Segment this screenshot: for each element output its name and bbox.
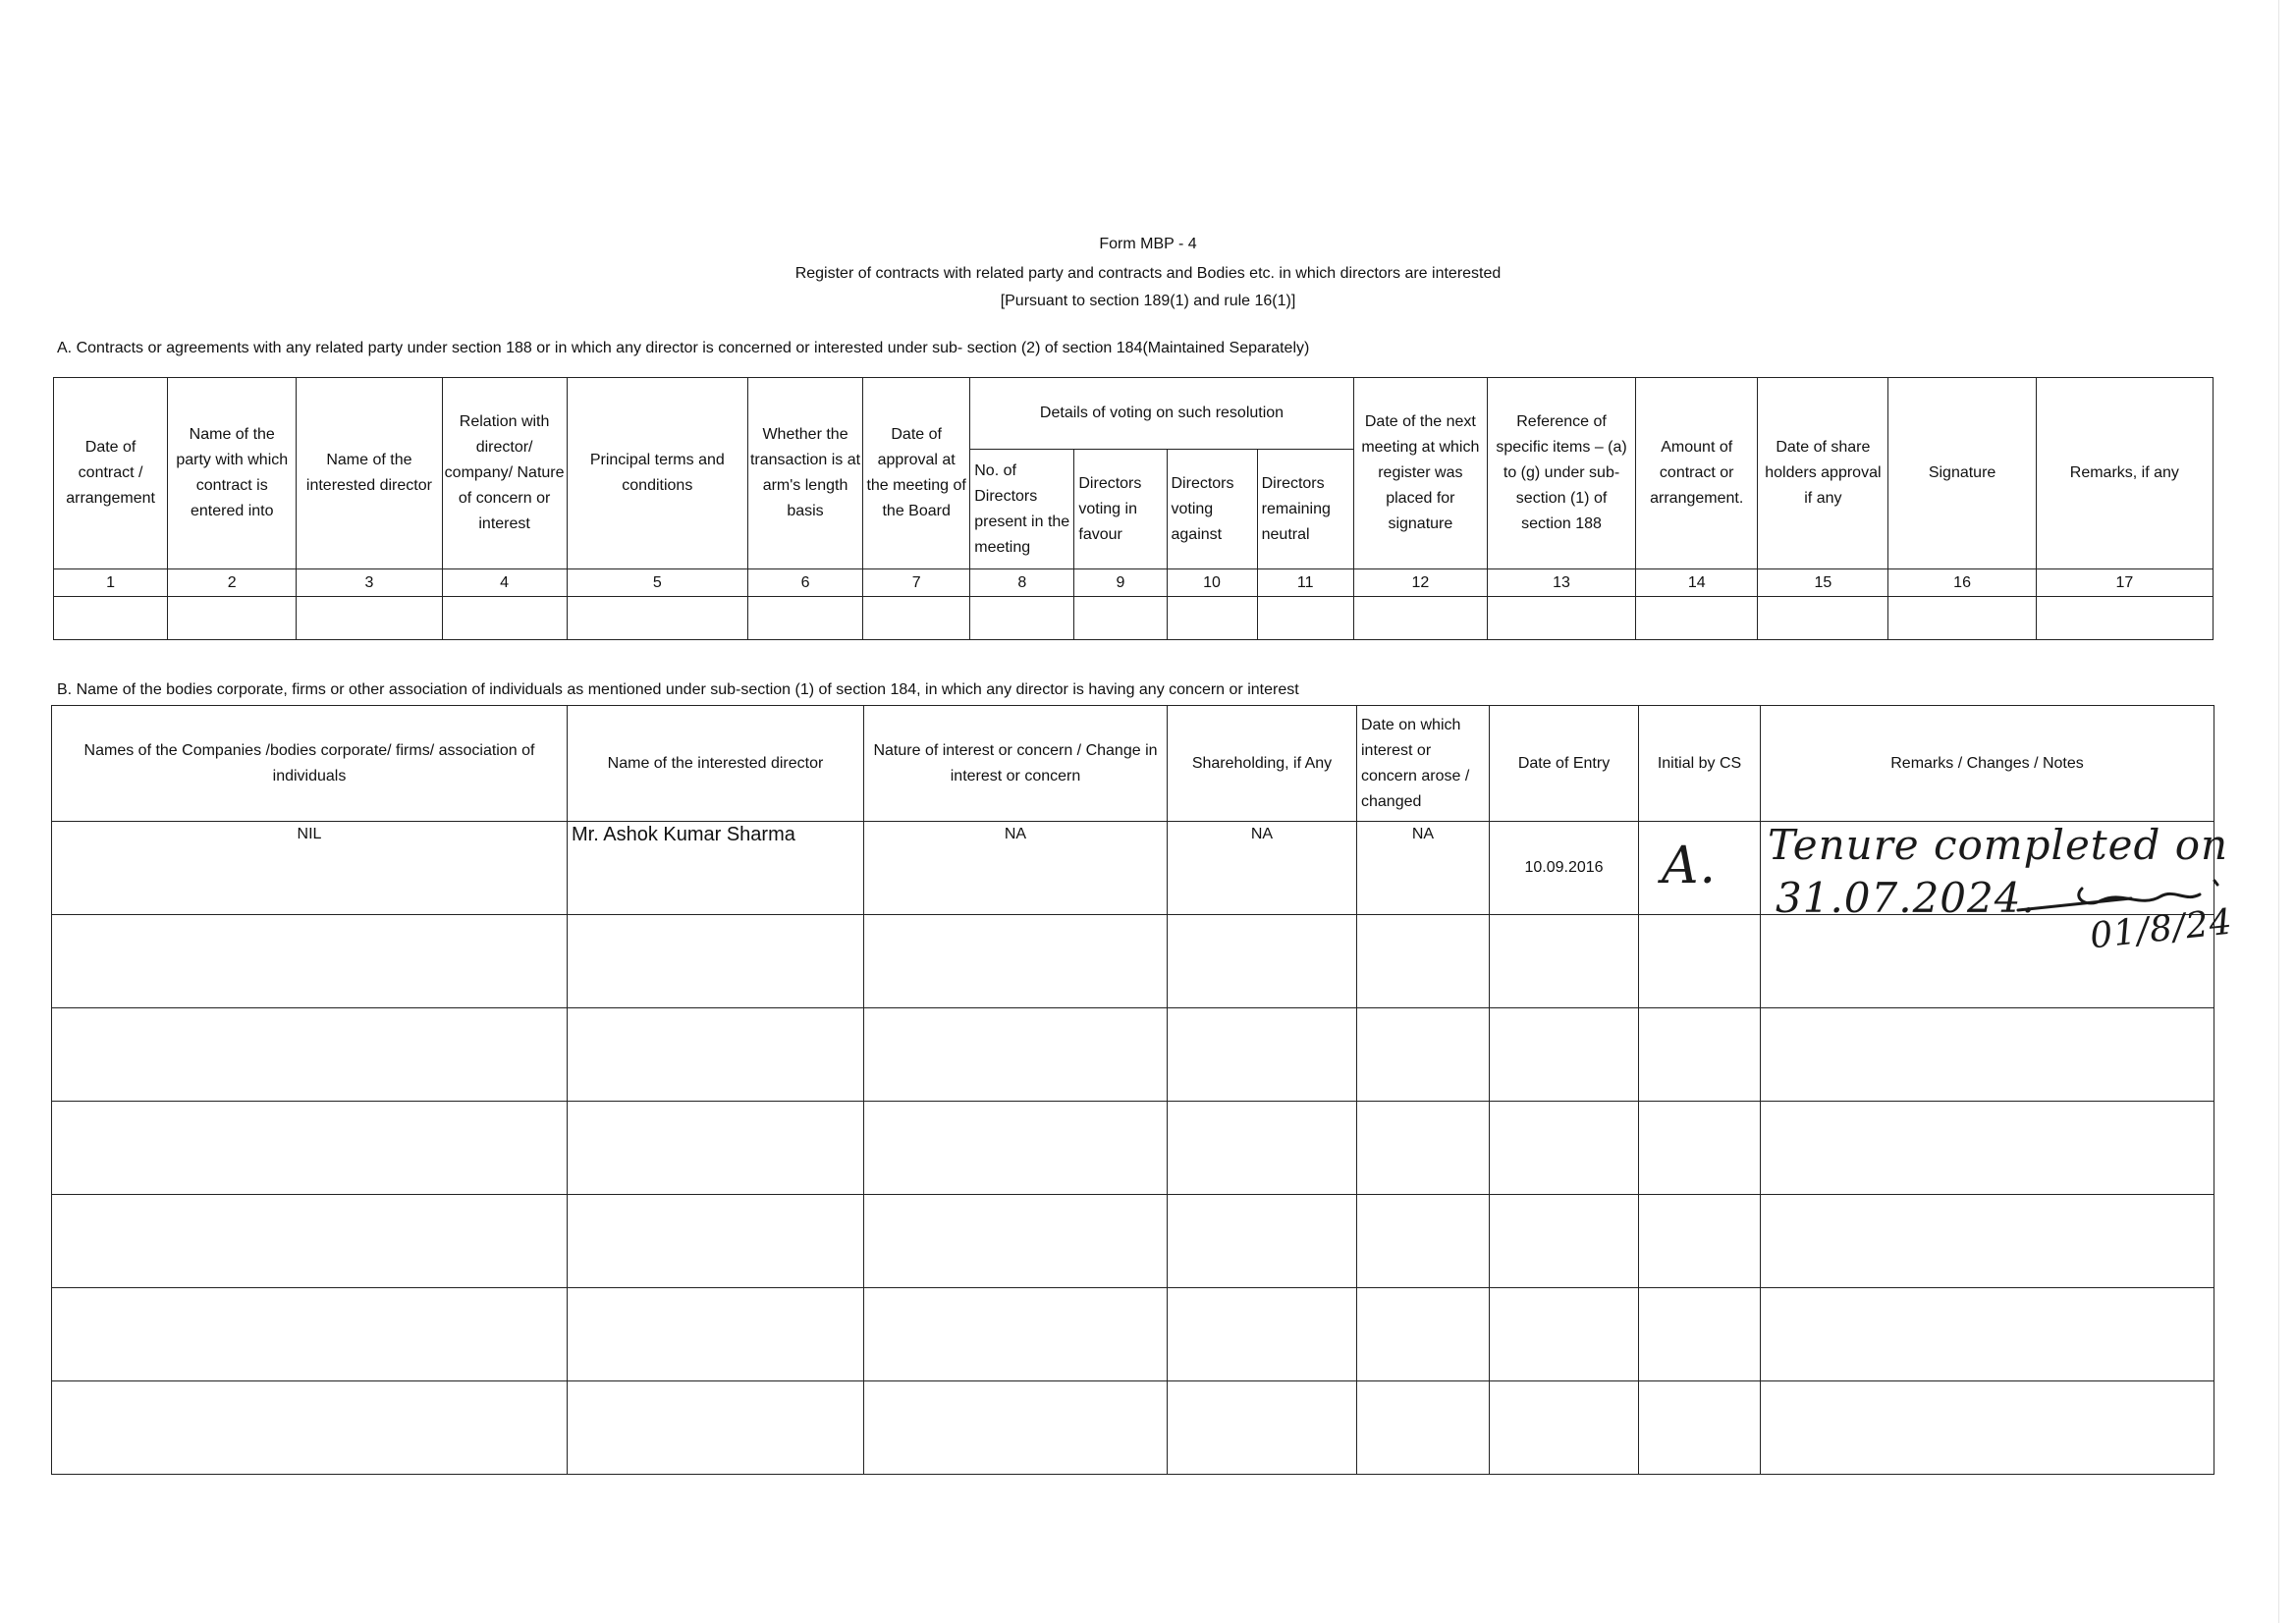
handwritten-initial: A. — [1662, 837, 1718, 895]
column-number: 14 — [1636, 569, 1758, 597]
column-number: 17 — [2036, 569, 2213, 597]
nature-cell: NA — [864, 822, 1168, 915]
column-number: 8 — [970, 569, 1074, 597]
col-shareholder-approval: Date of share holders approval if any — [1758, 378, 1888, 569]
col-approval-date: Date of approval at the meeting of the Board — [863, 378, 970, 569]
register-title: Register of contracts with related party and contracts and Bodies etc. in which directors are interested — [794, 265, 1502, 282]
col-signature: Signature — [1888, 378, 2036, 569]
column-number: 12 — [1353, 569, 1487, 597]
section-b-heading: B. Name of the bodies corporate, firms or other association of individuals as mentioned under sub-section (1) of section 184, in which any director is having any concern or interest — [57, 681, 1299, 698]
column-number: 9 — [1074, 569, 1167, 597]
column-number: 2 — [168, 569, 297, 597]
column-number: 1 — [54, 569, 168, 597]
section-a-heading: A. Contracts or agreements with any related party under section 188 or in which any director is concerned or interested under sub- section (2) of section 184(Maintained Separately) — [57, 340, 1310, 356]
handwritten-remark-line1: Tenure completed on — [1768, 821, 2229, 869]
column-number: 16 — [1888, 569, 2036, 597]
column-number: 5 — [567, 569, 747, 597]
col-amount: Amount of contract or arrangement. — [1636, 378, 1758, 569]
company-name-cell: NIL — [52, 822, 568, 915]
table-row — [52, 915, 2214, 1008]
column-number: 3 — [297, 569, 442, 597]
col-date-of-entry: Date of Entry — [1490, 706, 1639, 822]
col-interested-director: Name of the interested director — [568, 706, 864, 822]
col-company-names: Names of the Companies /bodies corporate/ firms/ association of individuals — [52, 706, 568, 822]
col-party-name: Name of the party with which contract is entered into — [168, 378, 297, 569]
date-arose-cell: NA — [1357, 822, 1490, 915]
col-remarks-notes: Remarks / Changes / Notes — [1761, 706, 2214, 822]
column-number: 13 — [1487, 569, 1635, 597]
col-directors-favour: Directors voting in favour — [1074, 450, 1167, 569]
table-row — [52, 1008, 2214, 1102]
col-next-meeting-date: Date of the next meeting at which register was placed for signature — [1353, 378, 1487, 569]
column-number: 7 — [863, 569, 970, 597]
col-arms-length: Whether the transaction is at arm's length basis — [747, 378, 862, 569]
date-entry-cell: 10.09.2016 — [1490, 822, 1639, 915]
col-date-of-contract: Date of contract / arrangement — [54, 378, 168, 569]
col-date-arose: Date on which interest or concern arose / changed — [1357, 706, 1490, 822]
column-number: 4 — [442, 569, 567, 597]
col-directors-present: No. of Directors present in the meeting — [970, 450, 1074, 569]
column-number: 10 — [1167, 569, 1257, 597]
director-name-cell: Mr. Ashok Kumar Sharma — [568, 822, 864, 915]
pursuant-note: [Pursuant to section 189(1) and rule 16(1)] — [1000, 293, 1296, 309]
col-directors-neutral: Directors remaining neutral — [1257, 450, 1353, 569]
column-number: 11 — [1257, 569, 1353, 597]
col-shareholding: Shareholding, if Any — [1168, 706, 1357, 822]
table-row — [52, 1288, 2214, 1381]
col-reference-items: Reference of specific items – (a) to (g) under sub-section (1) of section 188 — [1487, 378, 1635, 569]
handwritten-remark-date: 01/8/24 — [2088, 901, 2235, 957]
form-title: Form MBP - 4 — [1099, 236, 1197, 252]
col-nature-of-interest: Nature of interest or concern / Change in interest or concern — [864, 706, 1168, 822]
col-relation: Relation with director/ company/ Nature of concern or interest — [442, 378, 567, 569]
handwritten-remark-line2: 31.07.2024. — [1776, 874, 2036, 922]
col-interested-director: Name of the interested director — [297, 378, 442, 569]
column-number: 15 — [1758, 569, 1888, 597]
table-row — [52, 1195, 2214, 1288]
col-initial-by-cs: Initial by CS — [1639, 706, 1761, 822]
column-number: 6 — [747, 569, 862, 597]
shareholding-cell: NA — [1168, 822, 1357, 915]
table-row — [52, 1381, 2214, 1475]
section-a-table — [53, 377, 2214, 640]
col-directors-against: Directors voting against — [1167, 450, 1257, 569]
scan-edge-line — [2278, 0, 2279, 1623]
col-principal-terms: Principal terms and conditions — [567, 378, 747, 569]
column-number-row — [54, 569, 2214, 597]
col-voting-details: Details of voting on such resolution — [970, 378, 1354, 450]
table-row — [52, 1102, 2214, 1195]
table-row — [54, 597, 2214, 640]
col-remarks: Remarks, if any — [2036, 378, 2213, 569]
